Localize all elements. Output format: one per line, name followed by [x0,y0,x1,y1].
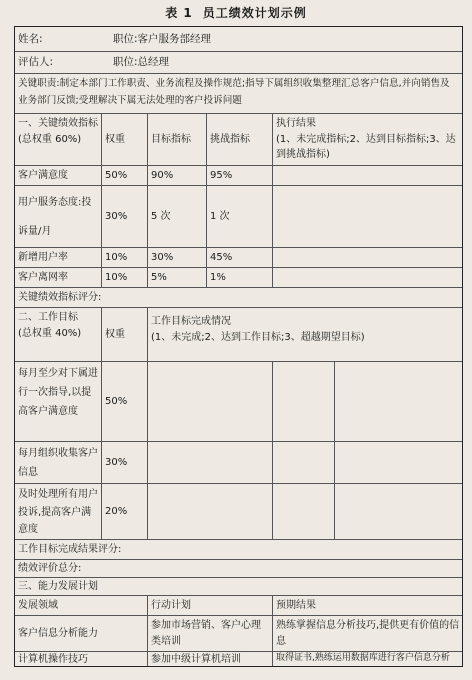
kpi-weight: 30% [101,186,147,247]
kpi-score-row [15,287,462,307]
development-col-area: 发展领域 [18,599,58,611]
goal-status-cell [147,484,272,539]
goal-name: 每月组织收集客户信息 [18,448,98,478]
kpi-score-label: 关键绩效指标评分: [18,291,102,303]
performance-plan-table [14,26,463,667]
name-label: 姓名: [18,32,43,45]
goals-col-status [147,308,463,361]
kpi-col-challenge: 挑战指标 [206,114,272,165]
table-row [15,185,462,247]
goals-score-label: 工作目标完成结果评分: [18,543,122,555]
kpi-result-cell [272,166,463,185]
goal-status-cell [147,442,272,483]
table-row [15,165,462,185]
goal-status-cell [272,484,334,539]
kpi-challenge: 45% [206,248,272,267]
goal-status-cell [334,362,463,441]
overall-score-row [15,559,462,577]
kpi-name: 用户服务态度:投诉量/月 [18,197,92,237]
kpi-target: 90% [147,166,206,185]
goal-name: 每月至少对下属进行一次指导,以提高客户满意度 [18,368,98,417]
development-result: 取得证书,熟练运用数据库进行客户信息分析 [272,652,463,667]
kpi-section-title: 一、关键绩效指标 [18,118,98,129]
evaluator-row [15,51,462,73]
goal-status-cell [272,442,334,483]
table-row [15,267,462,287]
kpi-weight: 10% [101,268,147,287]
development-header-row [15,595,462,615]
evaluator-position-field [110,52,410,73]
kpi-name: 客户离网率 [18,271,68,283]
table-row [15,361,462,441]
kpi-challenge: 95% [206,166,272,185]
kpi-col-weight: 权重 [101,114,147,165]
kpi-col-result-title: 执行结果 [276,118,316,129]
goals-section [15,308,101,361]
kpi-target: 30% [147,248,206,267]
evaluator-label: 评估人: [18,56,54,69]
duties-row [15,73,462,113]
goal-weight: 20% [101,484,147,539]
position-field [110,27,410,51]
table-title [0,4,472,21]
kpi-target: 5 次 [147,186,206,247]
goal-status-cell [334,484,463,539]
table-number: 表 1 [165,6,193,20]
table-row [15,483,462,539]
development-section-title: 三、能力发展计划 [18,580,98,592]
kpi-challenge: 1% [206,268,272,287]
position-label: 职位: [113,32,138,45]
table-row [15,247,462,267]
goals-col-weight: 权重 [101,308,147,361]
table-caption: 员工绩效计划示例 [202,6,307,20]
evaluator-position-label: 职位: [113,56,138,69]
table-row [15,441,462,483]
overall-score-label: 绩效评价总分: [18,562,82,574]
development-plan: 参加中级计算机培训 [147,652,272,667]
kpi-col-target: 目标指标 [147,114,206,165]
duties-text: 关键职责:制定本部门工作职责、业务流程及操作规范;指导下属组织收集整理汇总客户信息,并向销售及业务部门反馈;受理解决下属无法处理的客户投诉问题 [18,78,450,106]
goal-name: 及时处理所有用户投诉,提高客户满意度 [18,489,98,535]
kpi-col-result-note: (1、未完成指标;2、达到目标指标;3、达到挑战指标) [276,133,456,160]
kpi-weight: 50% [101,166,147,185]
goals-section-title: 二、工作目标 [18,312,78,323]
kpi-header-row [15,113,462,165]
goals-score-row [15,539,462,559]
development-result: 熟练掌握信息分析技巧,提供更有价值的信息 [272,616,463,651]
kpi-col-result [272,114,463,165]
development-col-result: 预期结果 [272,596,463,615]
goals-header-row [15,307,462,361]
goals-col-status-note: (1、未完成;2、达到工作目标;3、超越期望目标) [151,331,365,343]
kpi-result-cell [272,186,463,247]
development-section-row [15,577,462,595]
goal-weight: 50% [101,362,147,441]
table-row [15,615,462,651]
kpi-target: 5% [147,268,206,287]
kpi-name: 新增用户率 [18,251,68,263]
kpi-section [15,114,101,165]
goals-section-weight: (总权重 40%) [18,327,82,339]
position-value: 客户服务部经理 [137,32,212,45]
name-row [15,27,462,51]
development-area: 客户信息分析能力 [18,627,98,639]
table-row [15,651,462,667]
kpi-weight: 10% [101,248,147,267]
kpi-result-cell [272,248,463,267]
kpi-challenge: 1 次 [206,186,272,247]
development-plan: 参加市场营销、客户心理类培训 [147,616,272,651]
development-area: 计算机操作技巧 [18,654,88,666]
goal-status-cell [272,362,334,441]
goal-status-cell [147,362,272,441]
kpi-result-cell [272,268,463,287]
goal-status-cell [334,442,463,483]
kpi-name: 客户满意度 [18,169,68,181]
kpi-section-weight: (总权重 60%) [18,133,82,145]
goals-col-status-title: 工作目标完成情况 [151,316,231,327]
development-col-plan: 行动计划 [147,596,272,615]
evaluator-position-value: 总经理 [137,56,170,69]
goal-weight: 30% [101,442,147,483]
